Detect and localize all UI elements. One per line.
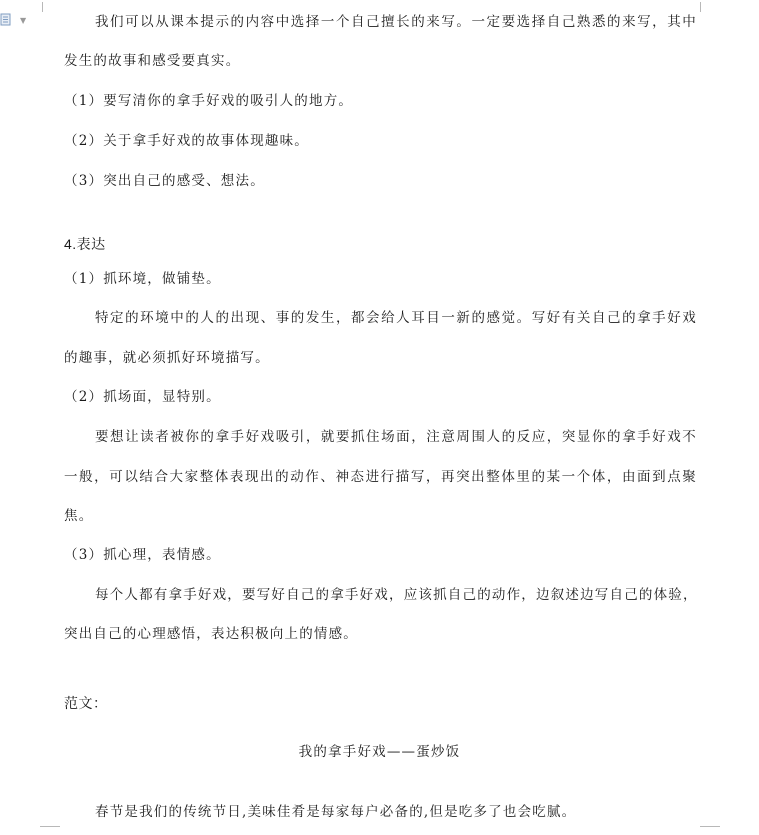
paragraph-line: 突出自己的心理感悟，表达积极向上的情感。 xyxy=(64,626,358,642)
paragraph-line: 春节是我们的传统节日,美味佳肴是每家每户必备的,但是吃多了也会吃腻。 xyxy=(95,804,577,820)
paragraph-line: 焦。 xyxy=(64,508,94,524)
section-heading: 4.表达 xyxy=(64,236,106,252)
margin-corner-mark xyxy=(700,2,709,12)
paragraph-line: 的趣事，就必须抓好环境描写。 xyxy=(64,350,270,366)
paragraph-line: 特定的环境中的人的出现、事的发生，都会给人耳目一新的感觉。写好有关自己的拿手好戏 xyxy=(95,310,697,326)
list-item: （3）突出自己的感受、想法。 xyxy=(64,173,265,189)
paragraph-line: 每个人都有拿手好戏，要写好自己的拿手好戏，应该抓自己的动作，边叙述边写自己的体验， xyxy=(95,587,698,603)
chevron-down-icon[interactable]: ▼ xyxy=(20,16,27,25)
margin-corner-mark xyxy=(700,826,720,835)
margin-corner-mark xyxy=(40,826,60,835)
paragraph-line: 发生的故事和感受要真实。 xyxy=(64,53,241,69)
paragraph-line: 一般，可以结合大家整体表现出的动作、神态进行描写，再突出整体里的某一个体，由面到点聚 xyxy=(64,469,697,485)
subheading: （1）抓环境，做铺垫。 xyxy=(64,271,221,287)
paragraph-line: 要想让读者被你的拿手好戏吸引，就要抓住场面，注意周围人的反应，突显你的拿手好戏不 xyxy=(95,429,697,445)
paragraph-line: 我们可以从课本提示的内容中选择一个自己擅长的来写。一定要选择自己熟悉的来写，其中 xyxy=(95,14,697,30)
sample-heading: 范文： xyxy=(64,695,108,711)
essay-title: 我的拿手好戏——蛋炒饭 xyxy=(298,744,461,760)
list-item: （2）关于拿手好戏的故事体现趣味。 xyxy=(64,133,309,149)
margin-corner-mark xyxy=(34,2,43,12)
subheading: （3）抓心理，表情感。 xyxy=(64,547,221,563)
list-item: （1）要写清你的拿手好戏的吸引人的地方。 xyxy=(64,93,354,109)
subheading: （2）抓场面，显特别。 xyxy=(64,389,221,405)
